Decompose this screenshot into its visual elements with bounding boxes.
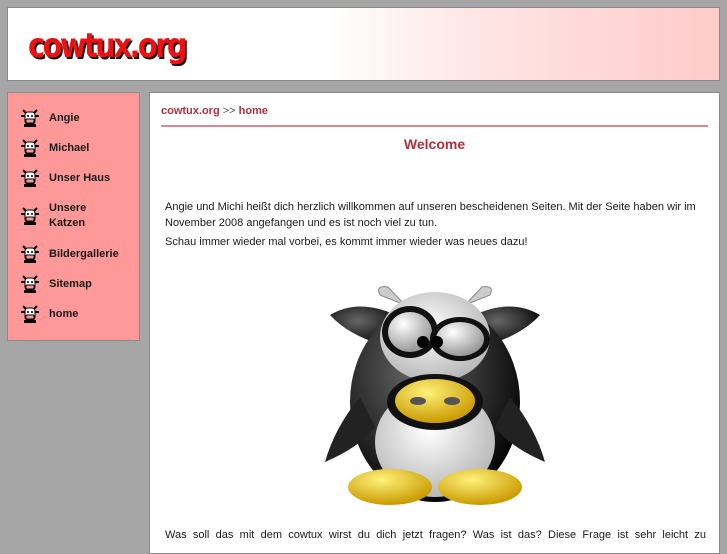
site-logo[interactable]: cowtux.org bbox=[28, 26, 185, 66]
cow-icon bbox=[19, 107, 41, 129]
header-divider bbox=[161, 125, 708, 127]
sidebar-item-bildergallerie[interactable] bbox=[19, 243, 119, 265]
info-paragraph: Schau immer wieder mal vorbei, es kommt immer wieder was neues dazu! bbox=[165, 236, 528, 248]
cow-icon bbox=[19, 205, 41, 227]
sidebar-item-sitemap[interactable] bbox=[19, 273, 92, 295]
cow-icon bbox=[19, 243, 41, 265]
sidebar-item-label: Unser Haus bbox=[49, 171, 111, 184]
site-header bbox=[7, 7, 720, 81]
sidebar-item-unsere-katzen[interactable] bbox=[19, 201, 99, 231]
sidebar-item-angie[interactable] bbox=[19, 107, 80, 129]
breadcrumb-root-link[interactable]: cowtux.org bbox=[161, 105, 220, 117]
cowtux-mascot-image bbox=[320, 277, 550, 507]
intro-paragraph: Angie und Michi heißt dich herzlich willkommen auf unseren bescheidenen Seiten. Mit der Seite haben wir im November 2008 angefangen und es ist noch viel zu tun. bbox=[165, 201, 696, 229]
cow-icon bbox=[19, 303, 41, 325]
cow-icon bbox=[19, 273, 41, 295]
sidebar-item-label: Michael bbox=[49, 141, 90, 154]
cow-icon bbox=[19, 137, 41, 159]
page-title: Welcome bbox=[403, 136, 466, 152]
sidebar-item-michael[interactable] bbox=[19, 137, 89, 159]
sidebar-item-label: home bbox=[49, 307, 79, 320]
sidebar-item-label: Bildergallerie bbox=[49, 247, 119, 260]
breadcrumb-separator: >> bbox=[222, 105, 236, 117]
main-content bbox=[149, 92, 720, 554]
sidebar-item-label: Sitemap bbox=[49, 277, 92, 290]
breadcrumb bbox=[161, 105, 268, 117]
breadcrumb-current-link[interactable]: home bbox=[238, 105, 268, 117]
sidebar-item-label: Unsere Katzen bbox=[49, 202, 87, 229]
sidebar-nav bbox=[7, 92, 140, 341]
cow-icon bbox=[19, 167, 41, 189]
sidebar-item-label: Angie bbox=[49, 111, 80, 124]
sidebar-item-home[interactable] bbox=[19, 303, 78, 325]
sidebar-item-unser-haus[interactable] bbox=[19, 167, 110, 189]
cowtux-explanation-paragraph: Was soll das mit dem cowtux wirst du dich jetzt fragen? Was ist das? Diese Frage ist sehr leicht zu bbox=[165, 529, 706, 541]
